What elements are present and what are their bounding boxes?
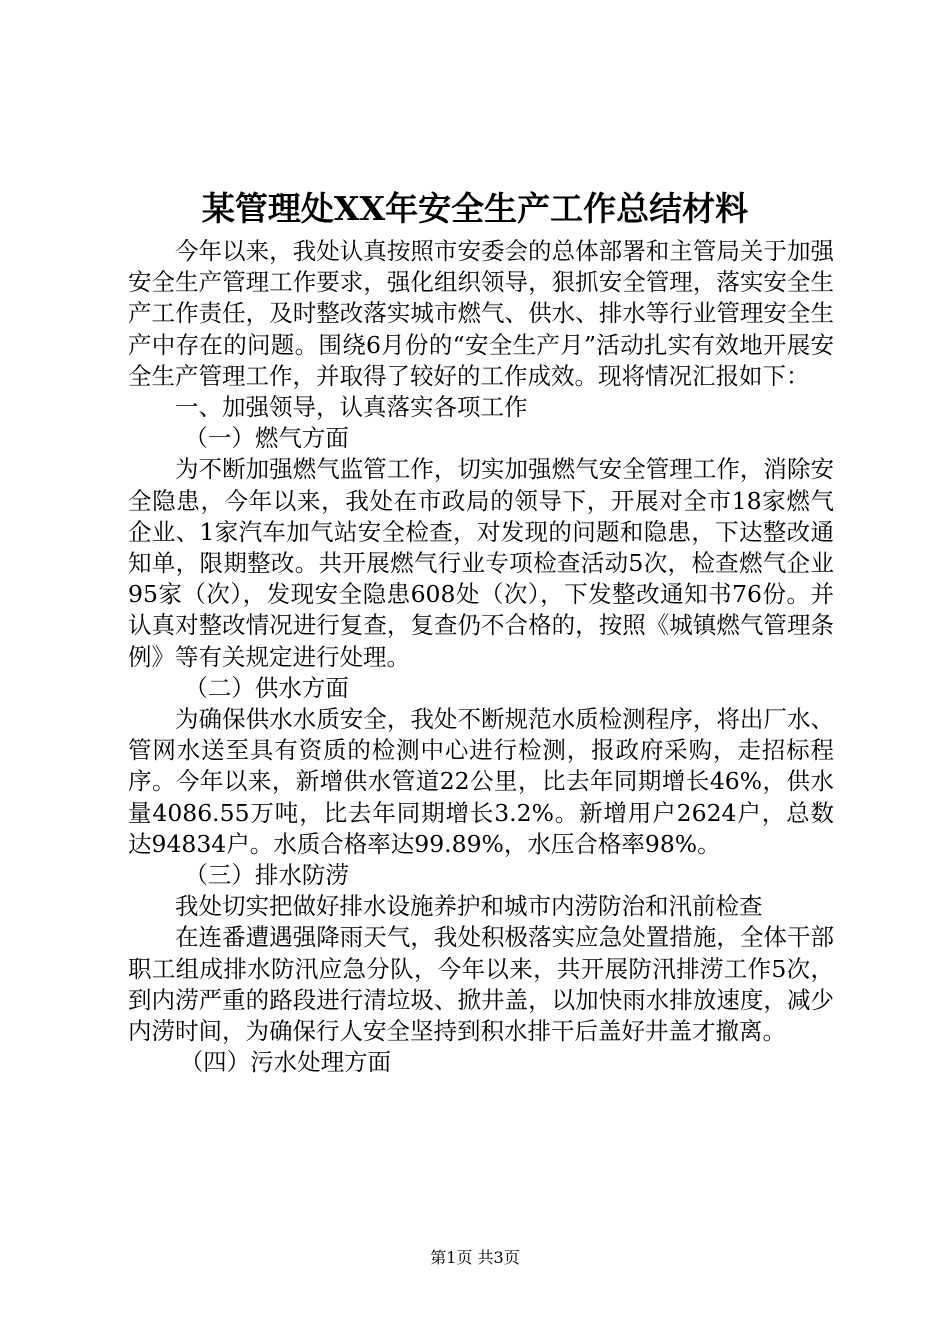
intro-paragraph: 今年以来，我处认真按照市安委会的总体部署和主管局关于加强安全生产管理工作要求，强化组织领导，狠抓安全管理，落实安全生产工作责任，及时整改落实城市燃气、供水、排水等行业管理安全生产中存在的问题。围绕6月份的“安全生产月”活动扎实有效地开展安全生产管理工作，并取得了较好的工作成效。现将情况汇报如下： — [128, 237, 834, 390]
drainage-intro-line: 我处切实把做好排水设施养护和城市内涝防治和汛前检查 — [175, 892, 763, 921]
document-title: 某管理处XX年安全生产工作总结材料 — [201, 189, 749, 228]
page-footer: 第1页 共3页 — [430, 1248, 520, 1267]
subsection-heading-water: （二）供水方面 — [184, 673, 349, 702]
subsection-heading-drainage: （三）排水防涝 — [184, 861, 349, 890]
subsection-heading-gas: （一）燃气方面 — [184, 424, 349, 453]
document-body — [128, 236, 834, 1078]
drainage-paragraph: 在连番遭遇强降雨天气，我处积极落实应急处置措施，全体干部职工组成排水防汛应急分队，今年以来，共开展防汛排涝工作5次，到内涝严重的路段进行清垃圾、掀井盖，以加快雨水排放速度，减少内涝时间，为确保行人安全坚持到积水排干后盖好井盖才撤离。 — [128, 923, 834, 1046]
water-paragraph: 为确保供水水质安全，我处不断规范水质检测程序，将出厂水、管网水送至具有资质的检测中心进行检测，报政府采购，走招标程序。今年以来，新增供水管道22公里，比去年同期增长46%，供水量4086.55万吨，比去年同期增长3.2%。新增用户2624户，总数达94834户。水质合格率达99.89%，水压合格率98%。 — [128, 705, 834, 858]
subsection-heading-sewage: （四）污水处理方面 — [179, 1048, 392, 1077]
section-heading-1: 一、加强领导，认真落实各项工作 — [175, 393, 528, 422]
gas-paragraph: 为不断加强燃气监管工作，切实加强燃气安全管理工作，消除安全隐患，今年以来，我处在市政局的领导下，开展对全市18家燃气企业、1家汽车加气站安全检查，对发现的问题和隐患，下达整改通知单，限期整改。共开展燃气行业专项检查活动5次，检查燃气企业95家（次），发现安全隐患608处（次），下发整改通知书76份。并认真对整改情况进行复查，复查仍不合格的，按照《城镇燃气管理条例》等有关规定进行处理。 — [128, 455, 834, 671]
